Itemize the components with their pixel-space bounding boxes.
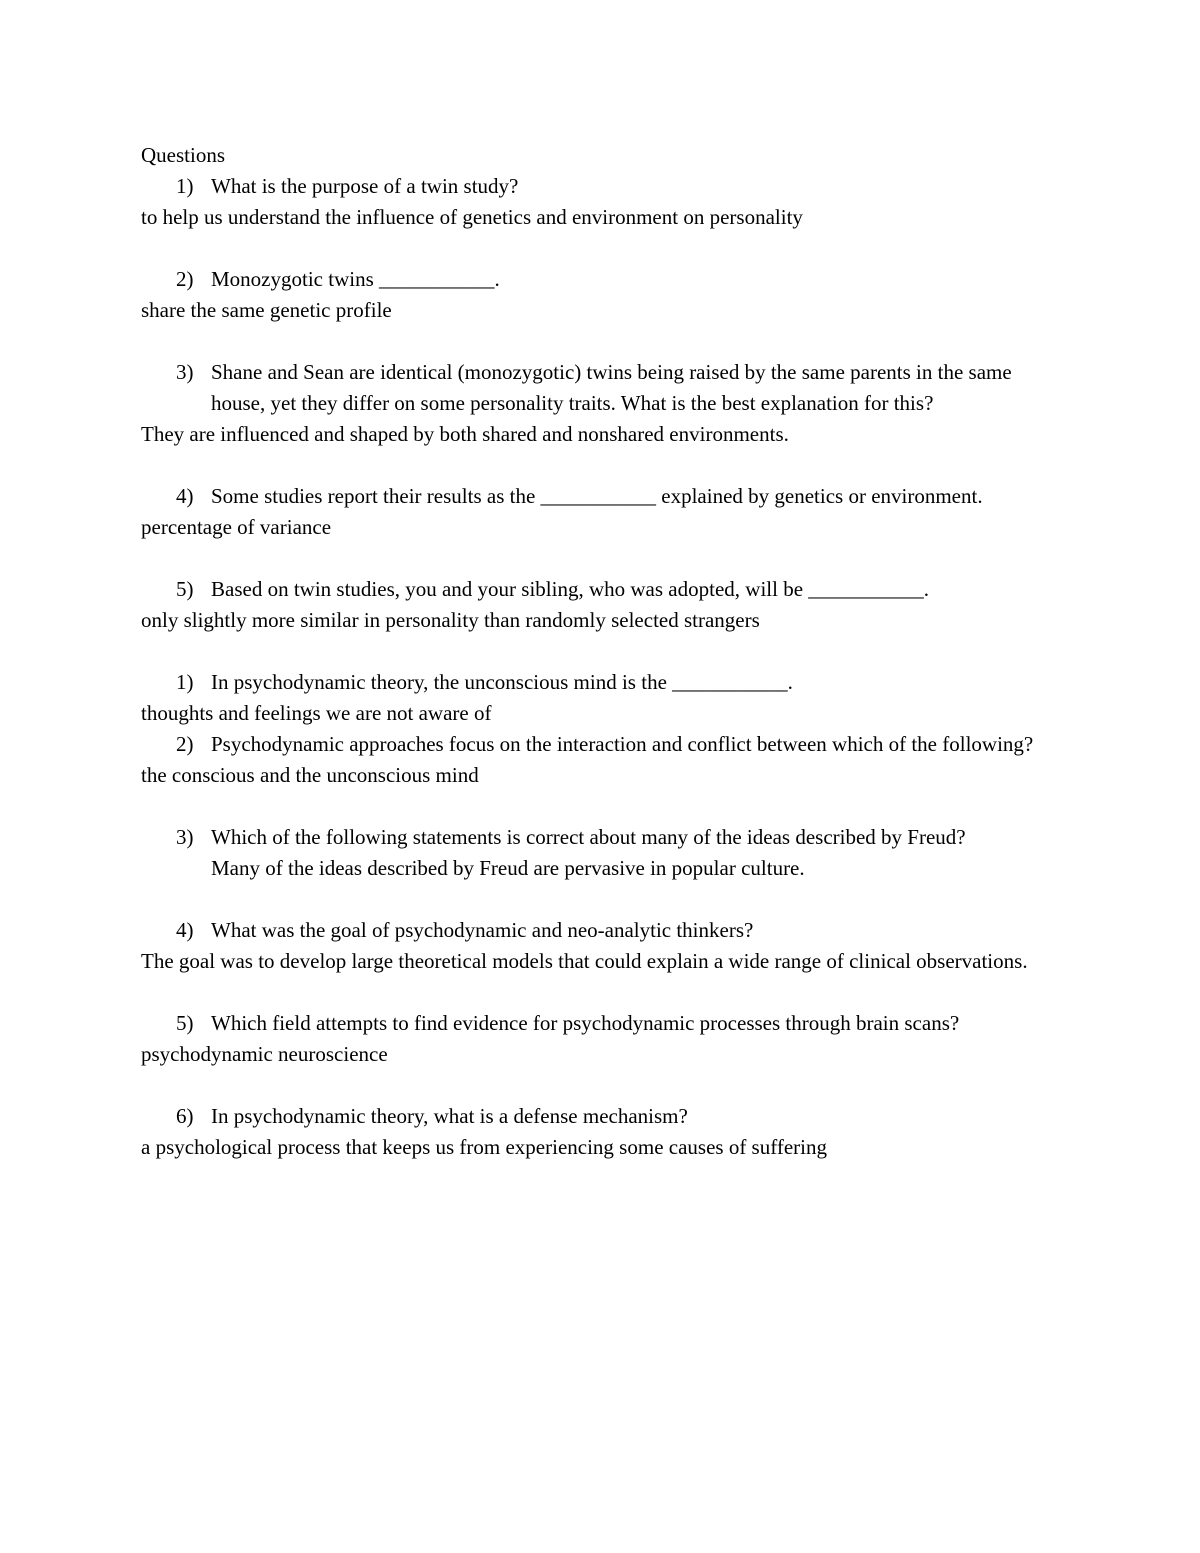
question-number: 2): [176, 732, 194, 756]
question-text: Some studies report their results as the ___________ explained by genetics or environment.: [211, 484, 983, 508]
question-number: 4): [176, 918, 194, 942]
question-item: [141, 264, 1071, 295]
answer-text: percentage of variance: [141, 515, 332, 539]
spacer: [141, 450, 1071, 481]
question-item: [141, 915, 1071, 946]
question-item: [141, 574, 1071, 605]
spacer: [141, 636, 1071, 667]
question-number: 3): [176, 825, 194, 849]
question-text: Monozygotic twins ___________.: [211, 267, 500, 291]
question-item: [141, 822, 1071, 853]
answer-text: thoughts and feelings we are not aware of: [141, 701, 492, 725]
question-text: Which of the following statements is correct about many of the ideas described by Freud?: [211, 825, 966, 849]
question-item: [141, 171, 1071, 202]
question-number: 6): [176, 1104, 194, 1128]
answer-text: They are influenced and shaped by both shared and nonshared environments.: [141, 422, 789, 446]
question-number: 1): [176, 670, 194, 694]
spacer: [141, 1070, 1071, 1101]
answer-text: to help us understand the influence of genetics and environment on personality: [141, 205, 803, 229]
spacer: [141, 543, 1071, 574]
spacer: [141, 233, 1071, 264]
spacer: [141, 791, 1071, 822]
answer-text: Many of the ideas described by Freud are pervasive in popular culture.: [211, 856, 805, 880]
question-number: 2): [176, 267, 194, 291]
answer-text: the conscious and the unconscious mind: [141, 763, 479, 787]
question-number: 1): [176, 174, 194, 198]
spacer: [141, 977, 1071, 1008]
question-text: Shane and Sean are identical (monozygotic) twins being raised by the same parents in the same house, yet they differ on some personality traits. What is the best explanation for this?: [211, 360, 1012, 415]
question-text: In psychodynamic theory, what is a defense mechanism?: [211, 1104, 688, 1128]
question-text: What is the purpose of a twin study?: [211, 174, 519, 198]
answer-text: only slightly more similar in personality than randomly selected strangers: [141, 608, 760, 632]
page-heading: Questions: [141, 143, 225, 167]
question-text: Which field attempts to find evidence for psychodynamic processes through brain scans?: [211, 1011, 960, 1035]
question-item: [141, 1008, 1071, 1039]
question-text: What was the goal of psychodynamic and neo-analytic thinkers?: [211, 918, 754, 942]
question-item: [141, 729, 1071, 760]
answer-text: a psychological process that keeps us from experiencing some causes of suffering: [141, 1135, 827, 1159]
question-item: [141, 1101, 1071, 1132]
document-page: [141, 140, 1071, 1163]
question-text: Psychodynamic approaches focus on the interaction and conflict between which of the following?: [211, 732, 1034, 756]
question-item: [141, 357, 1071, 419]
question-number: 5): [176, 1011, 194, 1035]
question-item: [141, 667, 1071, 698]
answer-text: The goal was to develop large theoretical models that could explain a wide range of clinical observations.: [141, 949, 1028, 973]
question-text: Based on twin studies, you and your sibling, who was adopted, will be ___________.: [211, 577, 930, 601]
answer-text: psychodynamic neuroscience: [141, 1042, 388, 1066]
spacer: [141, 884, 1071, 915]
question-number: 3): [176, 360, 194, 384]
question-item: [141, 481, 1071, 512]
spacer: [141, 326, 1071, 357]
question-number: 5): [176, 577, 194, 601]
answer-text: share the same genetic profile: [141, 298, 392, 322]
question-text: In psychodynamic theory, the unconscious mind is the ___________.: [211, 670, 793, 694]
question-number: 4): [176, 484, 194, 508]
